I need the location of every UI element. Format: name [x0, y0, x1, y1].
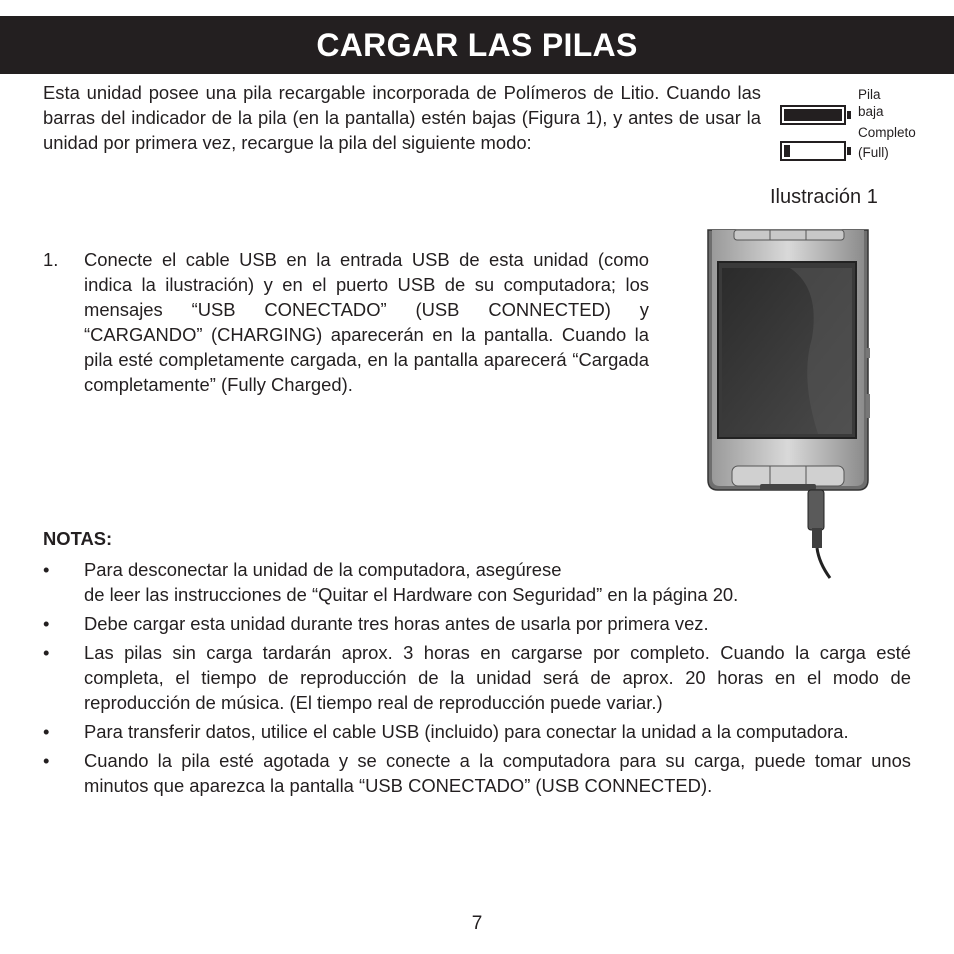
legend-full-line1: Completo [858, 125, 916, 140]
page-number: 7 [471, 913, 483, 934]
step-text: Conecte el cable USB en la entrada USB de esta unidad (como indica la ilustración) y en el puerto USB de su computadora; los mensajes “USB CONECTADO” (USB CONNECTED) y “CARGANDO” (CHARGING) aparecerán en la pantalla. Cuando la pila esté completamente cargada, en la pantalla aparecerá “Cargada completamente” (Fully Charged). [84, 249, 649, 395]
figure-caption: Ilustración 1 [770, 186, 878, 208]
note-first-line2: de leer las instrucciones de “Quitar el Hardware con Seguridad” en la página 20. [84, 584, 739, 605]
battery-legend [780, 83, 950, 173]
step-1 [43, 247, 649, 397]
page-title: CARGAR LAS PILAS [316, 26, 638, 63]
note-text: Para transferir datos, utilice el cable USB (incluido) para conectar la unidad a la computadora. [84, 721, 849, 742]
note-item [43, 748, 911, 798]
note-text: Las pilas sin carga tardarán aprox. 3 horas en cargarse por completo. Cuando la carga esté completa, el tiempo de reproducción de la unidad será de aprox. 20 horas en el modo de reproducción de música. (El tiempo real de reproducción puede variar.) [84, 642, 911, 713]
bullet: • [43, 750, 50, 771]
step-number: 1. [43, 249, 59, 270]
note-first-line: Para desconectar la unidad de la computadora, asegúrese [84, 559, 562, 580]
bullet: • [43, 642, 50, 663]
battery-full-icon [780, 141, 846, 161]
note-item [43, 557, 911, 607]
bullet: • [43, 721, 50, 742]
intro-paragraph: Esta unidad posee una pila recargable incorporada de Polímeros de Litio. Cuando las barras del indicador de la pila (en la pantalla) estén bajas (Figura 1), y antes de usar la unidad por primera vez, recargue la pila del siguiente modo: [43, 82, 761, 153]
notes-title: NOTAS: [43, 528, 113, 549]
note-item [43, 611, 911, 636]
bullet: • [43, 559, 50, 580]
bullet: • [43, 613, 50, 634]
notes-list [43, 557, 911, 802]
legend-low-line1: Pila [858, 87, 881, 102]
title-bar [0, 16, 954, 74]
device-illustration [700, 228, 875, 580]
note-text: Cuando la pila esté agotada y se conecte a la computadora para su carga, puede tomar unos minutos que aparezca la pantalla “USB CONECTADO” (USB CONNECTED). [84, 750, 911, 796]
note-text: Debe cargar esta unidad durante tres horas antes de usarla por primera vez. [84, 613, 709, 634]
note-item [43, 640, 911, 715]
legend-low-line2: baja [858, 104, 884, 119]
battery-low-icon [780, 105, 846, 125]
legend-full-line2: (Full) [858, 145, 889, 160]
note-item [43, 719, 911, 744]
